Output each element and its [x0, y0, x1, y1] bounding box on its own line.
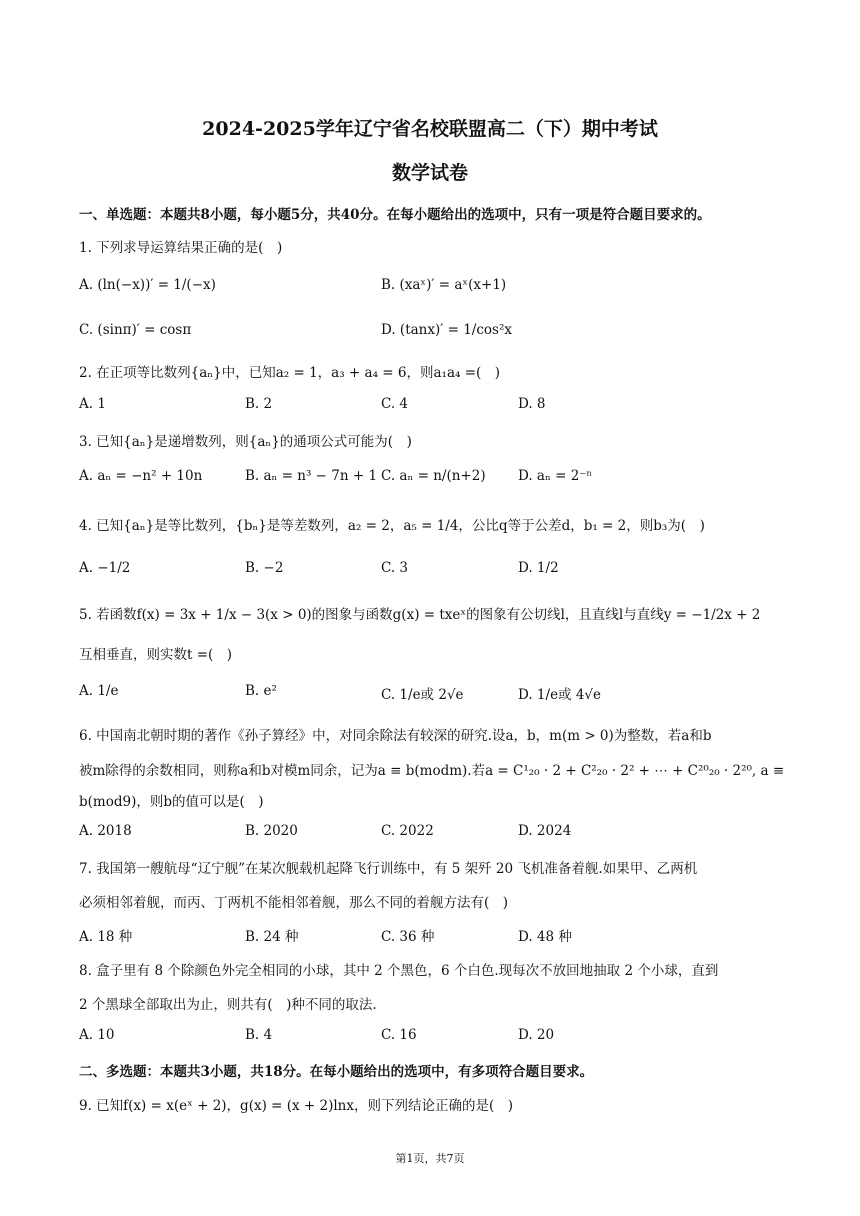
q8-option-d: D. 20: [518, 1027, 555, 1043]
q6-option-c: C. 2022: [381, 823, 434, 839]
section-single-choice-header: 一、单选题：本题共8小题，每小题5分，共40分。在每小题给出的选项中，只有一项是符合题目要求的。: [79, 207, 711, 223]
page-footer: 第1页，共7页: [395, 1152, 465, 1165]
q5-option-c: C. 1/e或 2√e: [381, 687, 464, 703]
q3-option-b: B. aₙ = n³ − 7n + 1: [245, 468, 378, 484]
q5-option-a: A. 1/e: [79, 683, 119, 699]
q4-option-a: A. −1/2: [79, 560, 131, 576]
q6-stem-line3: b(mod9)，则b的值可以是( ): [79, 794, 264, 810]
q5-stem-line2: 互相垂直，则实数t =( ): [79, 647, 233, 663]
q4-option-b: B. −2: [245, 560, 284, 576]
q3-stem: 3. 已知{aₙ}是递增数列，则{aₙ}的通项公式可能为( ): [79, 434, 412, 450]
q3-option-c: C. aₙ = n/(n+2): [381, 468, 486, 484]
q1-option-b: B. (xaˣ)′ = aˣ(x+1): [381, 277, 507, 293]
q9-stem: 9. 已知f(x) = x(eˣ + 2)，g(x) = (x + 2)lnx，则下列结论正确的是( ): [79, 1098, 514, 1114]
q6-option-b: B. 2020: [245, 823, 298, 839]
q4-stem: 4. 已知{aₙ}是等比数列，{bₙ}是等差数列，a₂ = 2，a₅ = 1/4，公比q等于公差d，b₁ = 2，则b₃为( ): [79, 518, 705, 534]
q7-stem-line1: 7. 我国第一艘航母“辽宁舰”在某次舰载机起降飞行训练中，有 5 架歼 20 飞机准备着舰.如果甲、乙两机: [79, 861, 698, 877]
q1-option-a: A. (ln(−x))′ = 1/(−x): [79, 277, 216, 293]
q5-option-b: B. e²: [245, 683, 277, 699]
q8-stem-line2: 2 个黑球全部取出为止，则共有( )种不同的取法.: [79, 997, 377, 1013]
exam-title: 2024-2025学年辽宁省名校联盟高二（下）期中考试: [202, 118, 658, 140]
q7-stem-line2: 必须相邻着舰，而丙、丁两机不能相邻着舰，那么不同的着舰方法有( ): [79, 895, 509, 911]
q2-option-b: B. 2: [245, 396, 273, 412]
q2-option-c: C. 4: [381, 396, 409, 412]
q1-option-d: D. (tanx)′ = 1/cos²x: [381, 322, 512, 338]
q7-option-c: C. 36 种: [381, 929, 435, 945]
q4-option-d: D. 1/2: [518, 560, 559, 576]
q5-option-d: D. 1/e或 4√e: [518, 687, 602, 703]
q5-stem-line1: 5. 若函数f(x) = 3x + 1/x − 3(x > 0)的图象与函数g(x) = txeˣ的图象有公切线l，且直线l与直线y = −1/2x + 2: [79, 607, 761, 623]
q7-option-b: B. 24 种: [245, 929, 299, 945]
q6-stem-line2: 被m除得的余数相同，则称a和b对模m同余，记为a ≡ b(modm).若a = C¹₂₀ · 2 + C²₂₀ · 2² + ⋯ + C²⁰₂₀ · 2²⁰, a ≡: [79, 763, 785, 779]
q8-stem-line1: 8. 盒子里有 8 个除颜色外完全相同的小球，其中 2 个黑色，6 个白色.现每次不放回地抽取 2 个小球，直到: [79, 963, 719, 979]
exam-subtitle: 数学试卷: [391, 162, 468, 184]
q8-option-b: B. 4: [245, 1027, 273, 1043]
q3-option-d: D. aₙ = 2⁻ⁿ: [518, 468, 593, 484]
q2-option-d: D. 8: [518, 396, 546, 412]
q2-stem: 2. 在正项等比数列{aₙ}中，已知a₂ = 1，a₃ + a₄ = 6，则a₁a₄ =( ): [79, 365, 501, 381]
q1-stem: 1. 下列求导运算结果正确的是( ): [79, 240, 283, 256]
q2-option-a: A. 1: [79, 396, 106, 412]
section-multi-choice-header: 二、多选题：本题共3小题，共18分。在每小题给出的选项中，有多项符合题目要求。: [79, 1064, 594, 1080]
q8-option-a: A. 10: [79, 1027, 115, 1043]
q6-option-a: A. 2018: [79, 823, 132, 839]
q7-option-d: D. 48 种: [518, 929, 572, 945]
q8-option-c: C. 16: [381, 1027, 417, 1043]
q1-option-c: C. (sinπ)′ = cosπ: [79, 322, 192, 338]
q4-option-c: C. 3: [381, 560, 409, 576]
q6-stem-line1: 6. 中国南北朝时期的著作《孙子算经》中，对同余除法有较深的研究.设a，b，m(m > 0)为整数，若a和b: [79, 728, 712, 744]
q7-option-a: A. 18 种: [79, 929, 133, 945]
q3-option-a: A. aₙ = −n² + 10n: [79, 468, 203, 484]
q6-option-d: D. 2024: [518, 823, 572, 839]
